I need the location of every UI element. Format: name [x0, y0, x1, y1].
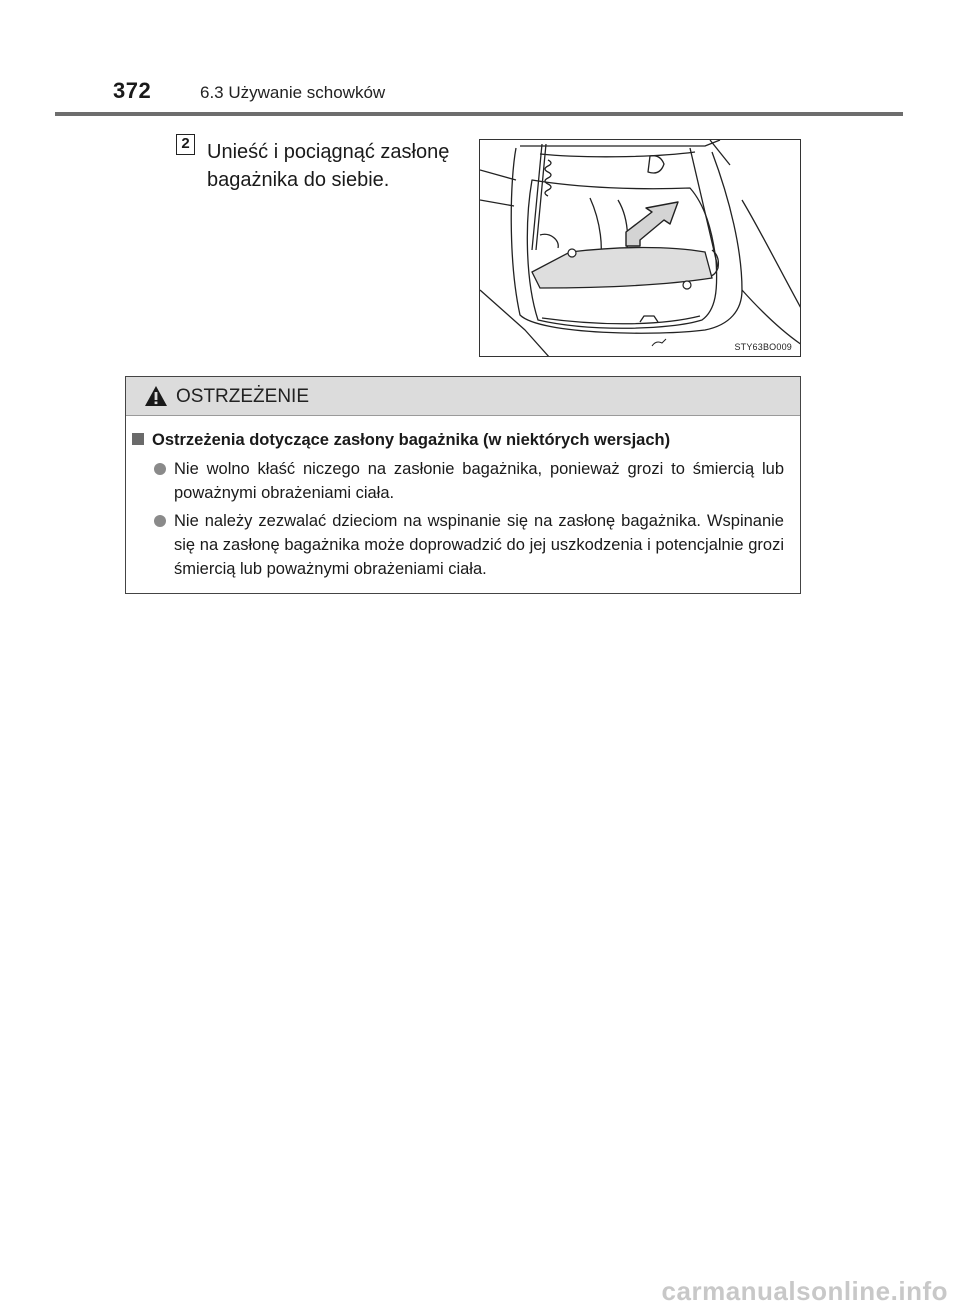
page-number: 372 — [113, 78, 152, 103]
warning-bullet-text: Nie wolno kłaść niczego na zasłonie bagażnika, ponieważ grozi to śmiercią lub poważnymi obrażeniami ciała. — [174, 460, 784, 502]
warning-bullet-text: Nie należy zezwalać dzieciom na wspinanie się na zasłonę bagażnika. Wspinanie się na zasłonę bagażnika może doprowadzić do jej uszkodzenia i potencjalnie grozi śmiercią lub poważnymi obrażeniami ciała. — [174, 512, 784, 578]
circle-bullet-icon — [154, 515, 166, 527]
figure-code: STY63BO009 — [734, 342, 792, 352]
warning-bullet — [154, 509, 784, 581]
section-title: 6.3 Używanie schowków — [200, 83, 386, 102]
trunk-cover-illustration — [479, 139, 801, 357]
header-divider — [55, 112, 903, 116]
watermark: carmanualsonline.info — [661, 1276, 948, 1306]
square-bullet-icon — [132, 433, 144, 445]
step-instruction: Unieść i pociągnąć zasłonę bagażnika do siebie. — [207, 141, 450, 191]
warning-triangle-icon — [144, 385, 168, 407]
warning-box — [125, 376, 801, 594]
circle-bullet-icon — [154, 463, 166, 475]
warning-header — [126, 377, 800, 416]
warning-heading-text: Ostrzeżenia dotyczące zasłony bagażnika (w niektórych wersjach) — [152, 431, 671, 449]
step-number-badge: 2 — [176, 134, 195, 155]
trunk-cover-drawing — [480, 140, 801, 357]
warning-heading — [132, 431, 792, 450]
warning-title: OSTRZEŻENIE — [176, 386, 310, 407]
warning-bullet — [154, 457, 784, 505]
